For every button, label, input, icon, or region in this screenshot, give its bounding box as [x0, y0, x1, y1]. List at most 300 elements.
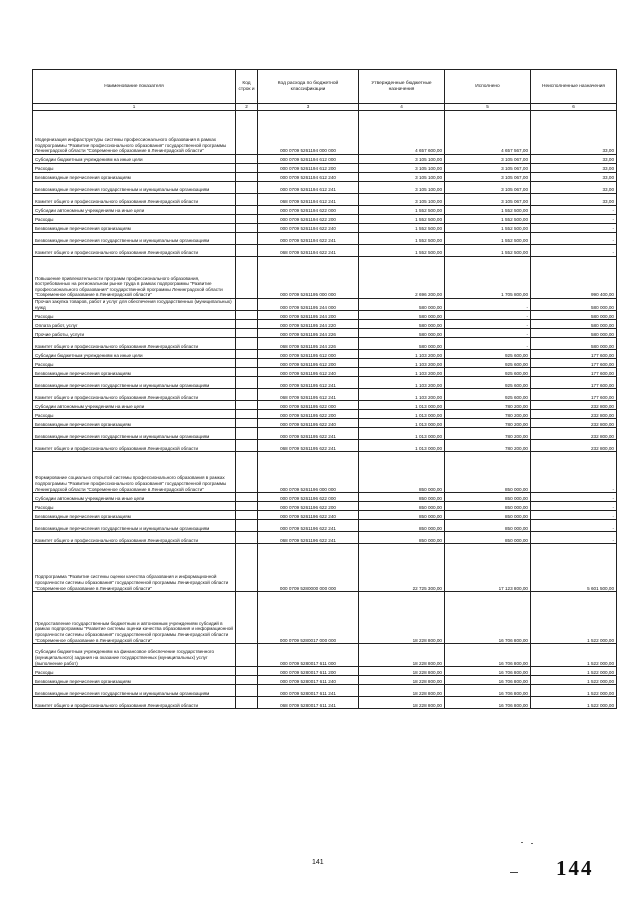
table-row: [33, 493, 617, 502]
row-approved-cell: 1 103 200,00: [359, 368, 445, 377]
table-row: [33, 182, 617, 194]
row-executed-cell: -: [445, 329, 531, 338]
row-executed-cell: 1 552 500,00: [445, 245, 531, 257]
row-name-cell: Безвозмездные перечисления государственным и муниципальным организациям: [33, 520, 236, 532]
row-name-cell: Безвозмездные перечисления государственным и муниципальным организациям: [33, 233, 236, 245]
row-classification-code-cell: 068 0709 5261194 612 241: [258, 194, 359, 206]
table-row: [33, 520, 617, 532]
row-name-cell: Субсидии автономным учреждениям на иные цели: [33, 206, 236, 215]
row-name-cell: Комитет общего и профессионального образования Ленинградской области: [33, 697, 236, 709]
row-line-code-cell: [236, 667, 258, 676]
row-unexecuted-cell: 580 000,00: [531, 320, 617, 329]
row-unexecuted-cell: -: [531, 233, 617, 245]
row-unexecuted-cell: -: [531, 452, 617, 493]
row-approved-cell: 18 228 800,00: [359, 667, 445, 676]
table-row: [33, 419, 617, 428]
row-name-cell: Комитет общего и профессионального образования Ленинградской области: [33, 194, 236, 206]
row-classification-code-cell: 000 0709 5280017 611 000: [258, 644, 359, 667]
row-classification-code-cell: 068 0709 5261196 622 241: [258, 532, 359, 544]
row-classification-code-cell: 000 0709 5261195 244 200: [258, 311, 359, 320]
row-name-cell: Комитет общего и профессионального образования Ленинградской области: [33, 245, 236, 257]
table-row: [33, 173, 617, 182]
row-approved-cell: 1 013 000,00: [359, 428, 445, 440]
row-unexecuted-cell: -: [531, 206, 617, 215]
row-approved-cell: 3 105 100,00: [359, 164, 445, 173]
row-name-cell: Прочая закупка товаров, работ и услуг для обеспечения государственных (муниципальных) нужд: [33, 299, 236, 311]
row-classification-code-cell: 000 0709 5261195 244 226: [258, 329, 359, 338]
row-name-cell: Комитет общего и профессионального образования Ленинградской области: [33, 389, 236, 401]
row-name-cell: Расходы: [33, 164, 236, 173]
row-executed-cell: 850 000,00: [445, 452, 531, 493]
row-classification-code-cell: 000 0709 5261194 622 000: [258, 206, 359, 215]
row-classification-code-cell: 000 0709 5280017 611 240: [258, 676, 359, 685]
row-approved-cell: 580 000,00: [359, 311, 445, 320]
footer-dash: [510, 872, 518, 873]
row-unexecuted-cell: 1 522 000,00: [531, 644, 617, 667]
row-unexecuted-cell: 1 522 000,00: [531, 667, 617, 676]
row-executed-cell: 16 706 800,00: [445, 592, 531, 644]
row-line-code-cell: [236, 377, 258, 389]
row-executed-cell: 780 200,00: [445, 428, 531, 440]
row-unexecuted-cell: 5 601 500,00: [531, 544, 617, 592]
row-line-code-cell: [236, 410, 258, 419]
row-classification-code-cell: 000 0709 5261195 612 200: [258, 359, 359, 368]
column-number: 6: [531, 104, 617, 111]
table-body: [33, 111, 617, 709]
row-unexecuted-cell: 580 000,00: [531, 338, 617, 350]
table-row: [33, 359, 617, 368]
row-name-cell: Субсидии бюджетным учреждениям на финансовое обеспечение государственного (муниципального) задания на оказание государственных (муниципальных) услуг (выполнение работ): [33, 644, 236, 667]
row-classification-code-cell: 000 0709 5280017 611 241: [258, 685, 359, 697]
row-line-code-cell: [236, 532, 258, 544]
table-row: [33, 440, 617, 452]
header-name: Наименование показателя: [33, 70, 236, 104]
row-unexecuted-cell: 177 600,00: [531, 350, 617, 359]
row-executed-cell: 925 600,00: [445, 350, 531, 359]
table-row: [33, 245, 617, 257]
row-name-cell: Безвозмездные перечисления государственным и муниципальным организациям: [33, 428, 236, 440]
row-line-code-cell: [236, 245, 258, 257]
row-unexecuted-cell: -: [531, 502, 617, 511]
row-line-code-cell: [236, 311, 258, 320]
row-line-code-cell: [236, 544, 258, 592]
table-row: [33, 511, 617, 520]
table-row: [33, 194, 617, 206]
row-approved-cell: 1 013 000,00: [359, 401, 445, 410]
row-unexecuted-cell: 1 522 000,00: [531, 697, 617, 709]
row-executed-cell: 850 000,00: [445, 493, 531, 502]
row-line-code-cell: [236, 164, 258, 173]
table-row: [33, 544, 617, 592]
row-classification-code-cell: 068 0709 5280017 611 241: [258, 697, 359, 709]
row-line-code-cell: [236, 511, 258, 520]
row-executed-cell: 1 552 500,00: [445, 206, 531, 215]
row-unexecuted-cell: -: [531, 532, 617, 544]
row-approved-cell: 1 103 200,00: [359, 350, 445, 359]
row-line-code-cell: [236, 350, 258, 359]
row-executed-cell: 3 105 067,00: [445, 173, 531, 182]
row-approved-cell: 18 228 800,00: [359, 697, 445, 709]
row-name-cell: Субсидии бюджетным учреждениям на иные цели: [33, 350, 236, 359]
row-approved-cell: 1 552 500,00: [359, 233, 445, 245]
row-approved-cell: 1 103 200,00: [359, 389, 445, 401]
table-row: [33, 592, 617, 644]
row-approved-cell: 1 013 000,00: [359, 440, 445, 452]
column-number: 3: [258, 104, 359, 111]
table-row: [33, 233, 617, 245]
row-unexecuted-cell: -: [531, 224, 617, 233]
row-classification-code-cell: 000 0709 5261195 244 220: [258, 320, 359, 329]
table-row: [33, 215, 617, 224]
row-classification-code-cell: 000 0709 5261196 000 000: [258, 452, 359, 493]
row-unexecuted-cell: 33,00: [531, 194, 617, 206]
row-executed-cell: 3 105 067,00: [445, 182, 531, 194]
row-name-cell: Расходы: [33, 359, 236, 368]
row-line-code-cell: [236, 389, 258, 401]
row-executed-cell: 3 105 067,00: [445, 194, 531, 206]
row-approved-cell: 850 000,00: [359, 532, 445, 544]
row-approved-cell: 1 552 500,00: [359, 215, 445, 224]
table-row: [33, 452, 617, 493]
row-classification-code-cell: 068 0709 5261195 244 226: [258, 338, 359, 350]
table-row: [33, 428, 617, 440]
row-classification-code-cell: 000 0709 5261195 612 240: [258, 368, 359, 377]
header-row-code: Код строк и: [236, 70, 258, 104]
table-row: [33, 164, 617, 173]
row-line-code-cell: [236, 173, 258, 182]
row-line-code-cell: [236, 644, 258, 667]
row-approved-cell: 3 105 100,00: [359, 155, 445, 164]
row-line-code-cell: [236, 520, 258, 532]
row-approved-cell: 4 657 600,00: [359, 111, 445, 155]
row-unexecuted-cell: -: [531, 493, 617, 502]
table-row: [33, 257, 617, 299]
row-classification-code-cell: 000 0709 5261195 000 000: [258, 257, 359, 299]
row-classification-code-cell: 000 0709 5261195 622 241: [258, 428, 359, 440]
table-row: [33, 401, 617, 410]
header-executed: Исполнено: [445, 70, 531, 104]
row-line-code-cell: [236, 206, 258, 215]
row-approved-cell: 580 000,00: [359, 338, 445, 350]
row-classification-code-cell: 068 0709 5261195 612 241: [258, 389, 359, 401]
row-executed-cell: -: [445, 311, 531, 320]
row-unexecuted-cell: 580 000,00: [531, 311, 617, 320]
row-executed-cell: 17 123 800,00: [445, 544, 531, 592]
row-approved-cell: 1 013 000,00: [359, 410, 445, 419]
row-unexecuted-cell: 177 600,00: [531, 368, 617, 377]
row-name-cell: Безвозмездные перечисления государственным и муниципальным организациям: [33, 182, 236, 194]
row-unexecuted-cell: -: [531, 245, 617, 257]
header-unexecuted: Неисполненные назначения: [531, 70, 617, 104]
row-name-cell: Оплата работ, услуг: [33, 320, 236, 329]
header-row: [33, 70, 617, 104]
table-row: [33, 155, 617, 164]
row-approved-cell: 1 103 200,00: [359, 359, 445, 368]
row-approved-cell: 1 103 200,00: [359, 377, 445, 389]
row-classification-code-cell: 000 0709 5261195 622 200: [258, 410, 359, 419]
table-row: [33, 206, 617, 215]
row-classification-code-cell: 000 0709 5261194 612 200: [258, 164, 359, 173]
row-unexecuted-cell: 232 800,00: [531, 428, 617, 440]
table-row: [33, 350, 617, 359]
row-line-code-cell: [236, 697, 258, 709]
row-name-cell: Безвозмездные перечисления организациям: [33, 173, 236, 182]
row-name-cell: Безвозмездные перечисления государственным и муниципальным организациям: [33, 685, 236, 697]
row-classification-code-cell: 068 0709 5261195 622 241: [258, 440, 359, 452]
row-approved-cell: 3 105 100,00: [359, 173, 445, 182]
table-row: [33, 224, 617, 233]
row-approved-cell: 850 000,00: [359, 502, 445, 511]
row-approved-cell: 580 000,00: [359, 299, 445, 311]
row-classification-code-cell: 000 0709 5261196 622 240: [258, 511, 359, 520]
row-line-code-cell: [236, 452, 258, 493]
row-unexecuted-cell: 990 400,00: [531, 257, 617, 299]
row-unexecuted-cell: 177 600,00: [531, 377, 617, 389]
row-name-cell: Модернизация инфраструктуры системы профессионального образования в рамках подпрограммы "Развитие профессионального образования" государственной программы Ленинградской области "Современное образование в Ленинградской области": [33, 111, 236, 155]
row-classification-code-cell: 000 0709 5261194 612 240: [258, 173, 359, 182]
header-classification-code: Код расхода по бюджетной классификации: [258, 70, 359, 104]
row-approved-cell: 2 696 200,00: [359, 257, 445, 299]
row-unexecuted-cell: -: [531, 520, 617, 532]
row-classification-code-cell: 000 0709 5261194 622 240: [258, 224, 359, 233]
table-row: [33, 644, 617, 667]
row-classification-code-cell: 000 0709 5261194 000 000: [258, 111, 359, 155]
row-line-code-cell: [236, 428, 258, 440]
row-classification-code-cell: 000 0709 5280017 611 200: [258, 667, 359, 676]
row-approved-cell: 1 552 500,00: [359, 245, 445, 257]
row-name-cell: Безвозмездные перечисления организациям: [33, 676, 236, 685]
row-line-code-cell: [236, 502, 258, 511]
table-row: [33, 338, 617, 350]
row-approved-cell: 3 105 100,00: [359, 194, 445, 206]
row-classification-code-cell: 000 0709 5261194 622 241: [258, 233, 359, 245]
row-approved-cell: 1 552 500,00: [359, 206, 445, 215]
row-name-cell: Безвозмездные перечисления организациям: [33, 511, 236, 520]
row-executed-cell: 3 105 067,00: [445, 164, 531, 173]
row-approved-cell: 18 228 800,00: [359, 676, 445, 685]
row-executed-cell: 1 552 500,00: [445, 224, 531, 233]
row-unexecuted-cell: 232 800,00: [531, 401, 617, 410]
row-line-code-cell: [236, 320, 258, 329]
row-line-code-cell: [236, 299, 258, 311]
row-classification-code-cell: 068 0709 5261194 622 241: [258, 245, 359, 257]
row-unexecuted-cell: 1 522 000,00: [531, 685, 617, 697]
row-unexecuted-cell: 232 800,00: [531, 419, 617, 428]
row-unexecuted-cell: 33,00: [531, 164, 617, 173]
column-number: 2: [236, 104, 258, 111]
row-approved-cell: 3 105 100,00: [359, 182, 445, 194]
table-row: [33, 676, 617, 685]
row-line-code-cell: [236, 329, 258, 338]
row-unexecuted-cell: 177 600,00: [531, 389, 617, 401]
row-name-cell: Расходы: [33, 410, 236, 419]
row-executed-cell: -: [445, 320, 531, 329]
table-row: [33, 320, 617, 329]
row-line-code-cell: [236, 182, 258, 194]
row-approved-cell: 22 725 300,00: [359, 544, 445, 592]
row-name-cell: Субсидии бюджетным учреждениям на иные цели: [33, 155, 236, 164]
row-executed-cell: 1 552 500,00: [445, 233, 531, 245]
row-classification-code-cell: 000 0709 5261195 622 240: [258, 419, 359, 428]
row-executed-cell: -: [445, 338, 531, 350]
row-executed-cell: 16 706 800,00: [445, 676, 531, 685]
table-row: [33, 389, 617, 401]
row-name-cell: Субсидии автономным учреждениям на иные цели: [33, 401, 236, 410]
row-executed-cell: 850 000,00: [445, 511, 531, 520]
row-unexecuted-cell: 232 800,00: [531, 440, 617, 452]
table-row: [33, 377, 617, 389]
header-approved: Утвержденные бюджетные назначения: [359, 70, 445, 104]
table-row: [33, 532, 617, 544]
table-row: [33, 697, 617, 709]
row-line-code-cell: [236, 493, 258, 502]
row-line-code-cell: [236, 338, 258, 350]
row-approved-cell: 18 228 800,00: [359, 644, 445, 667]
row-approved-cell: 18 228 800,00: [359, 592, 445, 644]
row-classification-code-cell: 000 0709 5261195 244 000: [258, 299, 359, 311]
row-approved-cell: 850 000,00: [359, 520, 445, 532]
row-line-code-cell: [236, 685, 258, 697]
page-stamp-number: 144: [556, 856, 594, 880]
row-unexecuted-cell: 33,00: [531, 173, 617, 182]
row-classification-code-cell: 000 0709 5261194 622 200: [258, 215, 359, 224]
table-row: [33, 311, 617, 320]
row-executed-cell: 16 706 800,00: [445, 667, 531, 676]
row-classification-code-cell: 000 0709 5261195 622 000: [258, 401, 359, 410]
row-name-cell: Безвозмездные перечисления организациям: [33, 224, 236, 233]
row-executed-cell: 850 000,00: [445, 532, 531, 544]
table-row: [33, 368, 617, 377]
row-classification-code-cell: 000 0709 5261195 612 241: [258, 377, 359, 389]
column-number: 1: [33, 104, 236, 111]
row-unexecuted-cell: 33,00: [531, 155, 617, 164]
row-approved-cell: 580 000,00: [359, 329, 445, 338]
row-line-code-cell: [236, 155, 258, 164]
row-approved-cell: 18 228 800,00: [359, 685, 445, 697]
table-row: [33, 299, 617, 311]
row-line-code-cell: [236, 401, 258, 410]
row-name-cell: Комитет общего и профессионального образования Ленинградской области: [33, 440, 236, 452]
row-line-code-cell: [236, 111, 258, 155]
row-executed-cell: 850 000,00: [445, 520, 531, 532]
row-line-code-cell: [236, 419, 258, 428]
row-unexecuted-cell: 232 800,00: [531, 410, 617, 419]
column-number: 5: [445, 104, 531, 111]
row-name-cell: Безвозмездные перечисления организациям: [33, 368, 236, 377]
row-executed-cell: 1 552 500,00: [445, 215, 531, 224]
row-approved-cell: 1 552 500,00: [359, 224, 445, 233]
row-line-code-cell: [236, 440, 258, 452]
row-classification-code-cell: 000 0709 5261195 612 000: [258, 350, 359, 359]
row-name-cell: Субсидии автономным учреждениям на иные цели: [33, 493, 236, 502]
row-classification-code-cell: 000 0709 5280000 000 000: [258, 544, 359, 592]
column-number: 4: [359, 104, 445, 111]
row-name-cell: Безвозмездные перечисления государственным и муниципальным организациям: [33, 377, 236, 389]
page-number: 141: [312, 859, 324, 866]
table-row: [33, 685, 617, 697]
row-executed-cell: 925 600,00: [445, 368, 531, 377]
row-line-code-cell: [236, 257, 258, 299]
row-classification-code-cell: 000 0709 5261196 622 000: [258, 493, 359, 502]
row-executed-cell: 925 600,00: [445, 389, 531, 401]
column-number-row: [33, 104, 617, 111]
row-executed-cell: 925 600,00: [445, 359, 531, 368]
row-name-cell: Комитет общего и профессионального образования Ленинградской области: [33, 338, 236, 350]
row-executed-cell: 16 706 800,00: [445, 644, 531, 667]
row-unexecuted-cell: 1 522 000,00: [531, 676, 617, 685]
row-name-cell: Безвозмездные перечисления организациям: [33, 419, 236, 428]
row-unexecuted-cell: -: [531, 511, 617, 520]
row-classification-code-cell: 000 0709 5261194 612 000: [258, 155, 359, 164]
row-name-cell: Расходы: [33, 311, 236, 320]
row-approved-cell: 850 000,00: [359, 452, 445, 493]
row-name-cell: Расходы: [33, 667, 236, 676]
row-executed-cell: 850 000,00: [445, 502, 531, 511]
row-executed-cell: 925 600,00: [445, 377, 531, 389]
row-unexecuted-cell: 33,00: [531, 182, 617, 194]
row-unexecuted-cell: 580 000,00: [531, 299, 617, 311]
row-line-code-cell: [236, 233, 258, 245]
table-row: [33, 410, 617, 419]
row-executed-cell: 780 200,00: [445, 440, 531, 452]
row-name-cell: Формирование социально открытой системы профессионального образования в рамках подпрограммы "Развитие профессионального образования" государственной программы Ленинградской области "Современное образование в Ленинградской области": [33, 452, 236, 493]
row-line-code-cell: [236, 194, 258, 206]
row-name-cell: Повышение привлекательности программ профессионального образования, востребованных на региональном рынке труда в рамках подпрограммы "Развитие профессионального образования" государственной программы Ленинградской области "Современное образование в Ленинградской области": [33, 257, 236, 299]
row-line-code-cell: [236, 224, 258, 233]
row-unexecuted-cell: 177 600,00: [531, 359, 617, 368]
row-executed-cell: 1 705 800,00: [445, 257, 531, 299]
row-executed-cell: 780 200,00: [445, 410, 531, 419]
scan-speck: [531, 843, 533, 844]
scan-speck: [521, 842, 523, 843]
table-row: [33, 667, 617, 676]
row-name-cell: Предоставление государственным бюджетным и автономным учреждениям субсидий в рамках подпрограммы "Развитие системы оценки качества образования и информационной прозрачности системы образования" государственной программы Ленинградской области "Современное образование в Ленинградской области": [33, 592, 236, 644]
row-approved-cell: 580 000,00: [359, 320, 445, 329]
row-name-cell: Расходы: [33, 502, 236, 511]
row-classification-code-cell: 000 0709 5261196 622 200: [258, 502, 359, 511]
row-classification-code-cell: 000 0709 5280017 000 000: [258, 592, 359, 644]
row-classification-code-cell: 000 0709 5261196 622 241: [258, 520, 359, 532]
row-approved-cell: 850 000,00: [359, 511, 445, 520]
row-executed-cell: -: [445, 299, 531, 311]
budget-execution-table: [32, 69, 617, 709]
row-name-cell: Комитет общего и профессионального образования Ленинградской области: [33, 532, 236, 544]
row-name-cell: Расходы: [33, 215, 236, 224]
row-line-code-cell: [236, 592, 258, 644]
row-executed-cell: 16 706 800,00: [445, 697, 531, 709]
row-classification-code-cell: 000 0709 5261194 612 241: [258, 182, 359, 194]
row-unexecuted-cell: -: [531, 215, 617, 224]
row-approved-cell: 1 013 000,00: [359, 419, 445, 428]
table-row: [33, 502, 617, 511]
table-row: [33, 111, 617, 155]
row-executed-cell: 16 706 800,00: [445, 685, 531, 697]
row-line-code-cell: [236, 368, 258, 377]
row-executed-cell: 4 657 567,00: [445, 111, 531, 155]
table-row: [33, 329, 617, 338]
row-line-code-cell: [236, 359, 258, 368]
row-name-cell: Подпрограмма "Развитие системы оценки качества образования и информационной прозрачности системы образования" государственной программы Ленинградской области "Современное образование в Ленинградской области": [33, 544, 236, 592]
row-line-code-cell: [236, 676, 258, 685]
row-executed-cell: 780 200,00: [445, 401, 531, 410]
row-unexecuted-cell: 33,00: [531, 111, 617, 155]
row-unexecuted-cell: 1 522 000,00: [531, 592, 617, 644]
row-executed-cell: 3 105 067,00: [445, 155, 531, 164]
row-executed-cell: 780 200,00: [445, 419, 531, 428]
row-name-cell: Прочие работы, услуги: [33, 329, 236, 338]
row-unexecuted-cell: 580 000,00: [531, 329, 617, 338]
row-approved-cell: 850 000,00: [359, 493, 445, 502]
